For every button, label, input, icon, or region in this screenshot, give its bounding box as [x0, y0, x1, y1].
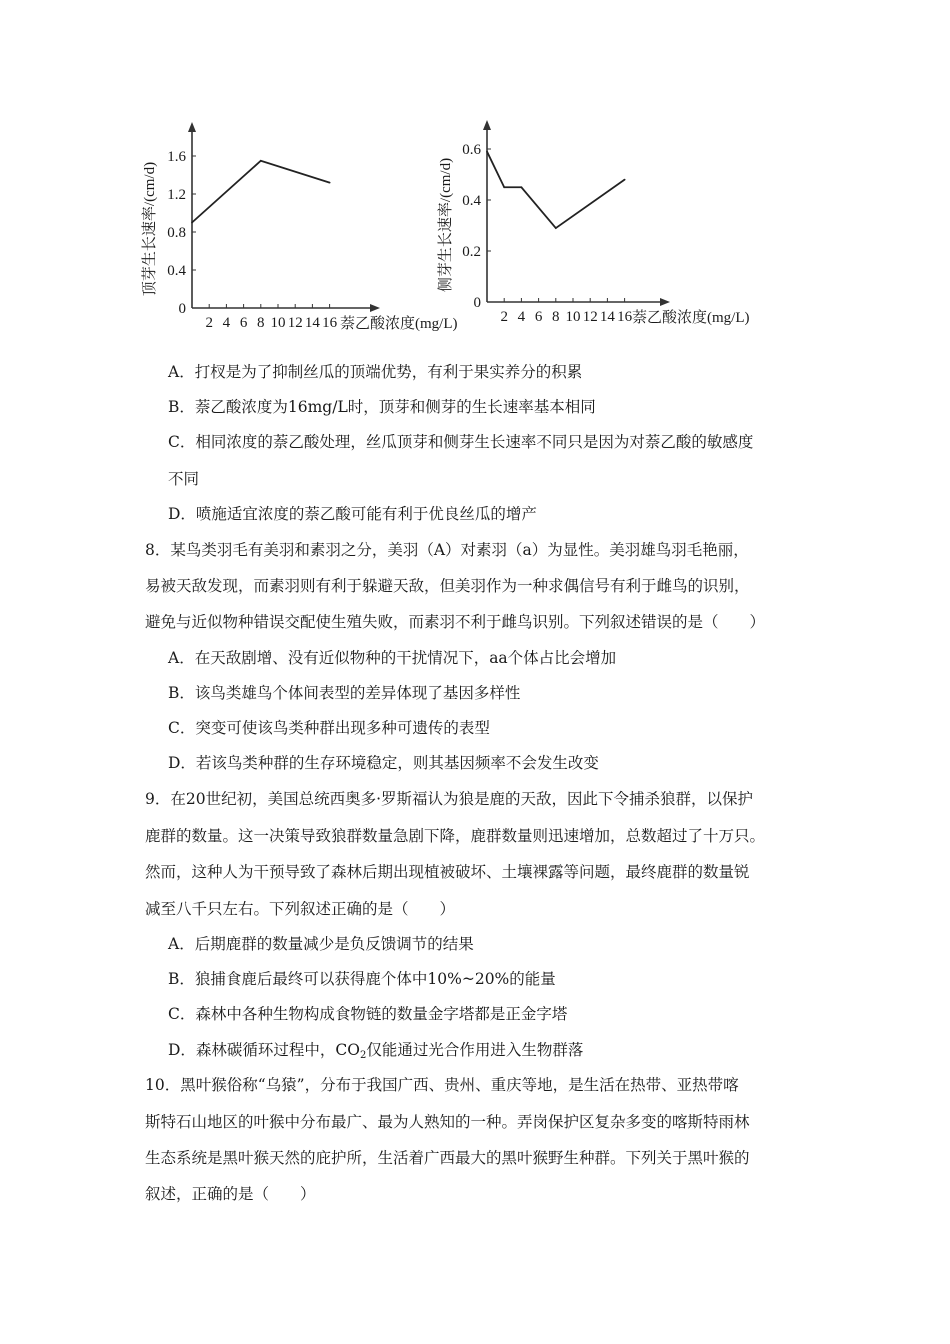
x-tick-label: 14 [304, 315, 320, 331]
x-tick-label: 4 [222, 315, 231, 331]
q9-option-c: C．森林中各种生物构成食物链的数量金字塔都是正金字塔 [168, 1005, 568, 1023]
x-tick-label: 12 [287, 315, 303, 331]
q9-stem-4: 减至八千只左右。下列叙述正确的是（ ） [145, 900, 456, 918]
q10-stem-3: 生态系统是黑叶猴天然的庇护所，生活着广西最大的黑叶猴野生种群。下列关于黑叶猴的 [145, 1149, 750, 1167]
q10-stem-2: 斯特石山地区的叶猴中分布最广、最为人熟知的一种。弄岗保护区复杂多变的喀斯特雨林 [145, 1113, 750, 1131]
q7-option-a: A．打杈是为了抑制丝瓜的顶端优势，有利于果实养分的积累 [168, 363, 583, 381]
chart-lateral-bud [440, 120, 770, 345]
x-tick-label: 8 [552, 309, 560, 325]
data-point [486, 151, 488, 153]
q7-option-c-cont: 不同 [168, 470, 200, 488]
data-point [329, 182, 331, 184]
y-tick-label: 0.2 [462, 244, 481, 260]
x-tick-label: 12 [582, 309, 598, 325]
x-tick-label: 6 [239, 315, 248, 331]
y-tick-label: 0.4 [167, 263, 186, 279]
q9-option-d-pre: D．森林碳循环过程中，CO [168, 1041, 360, 1059]
y-tick-label: 0.6 [462, 142, 481, 158]
x-tick-label: 10 [565, 309, 581, 325]
x-tick-label: 2 [500, 309, 508, 325]
q8-stem-2: 易被天敌发现，而素羽则有利于躲避天敌，但美羽作为一种求偶信号有利于雌鸟的识别， [145, 577, 750, 595]
x-tick-label: 6 [534, 309, 543, 325]
x-axis-label: 萘乙酸浓度(mg/L) [340, 316, 458, 332]
series-line [192, 161, 330, 223]
q9-option-d [168, 1040, 583, 1060]
q8-option-d: D．若该鸟类种群的生存环境稳定，则其基因频率不会发生改变 [168, 754, 599, 772]
data-point [521, 186, 523, 188]
x-axis-label: 萘乙酸浓度(mg/L) [632, 310, 750, 326]
y-axis-arrow [188, 122, 196, 132]
y-tick-label: 1.6 [167, 149, 186, 165]
x-tick-label: 14 [599, 309, 615, 325]
y-tick-label: 0.8 [167, 225, 186, 241]
q7-option-d: D．喷施适宜浓度的萘乙酸可能有利于优良丝瓜的增产 [168, 505, 537, 523]
q10-stem-1: 10．黑叶猴俗称“乌猿”，分布于我国广西、贵州、重庆等地，是生活在热带、亚热带喀 [145, 1076, 739, 1094]
y-tick-label: 0 [178, 301, 186, 317]
data-point [624, 179, 626, 181]
y-axis-arrow [483, 120, 491, 130]
q8-stem-1: 8．某鸟类羽毛有美羽和素羽之分，美羽（A）对素羽（a）为显性。美羽雄鸟羽毛艳丽， [145, 541, 749, 559]
q8-option-b: B．该鸟类雄鸟个体间表型的差异体现了基因多样性 [168, 684, 521, 702]
x-axis-arrow [370, 304, 380, 312]
q8-option-c: C．突变可使该鸟类种群出现多种可遗传的表型 [168, 719, 490, 737]
x-tick-label: 4 [517, 309, 526, 325]
y-tick-label: 0 [473, 295, 481, 311]
co2-subscript: 2 [360, 1050, 367, 1061]
x-tick-label: 16 [322, 315, 338, 331]
q7-option-c: C．相同浓度的萘乙酸处理，丝瓜顶芽和侧芽生长速率不同只是因为对萘乙酸的敏感度 [168, 433, 754, 451]
q10-stem-4: 叙述，正确的是（ ） [145, 1185, 316, 1203]
x-axis-arrow [660, 298, 670, 306]
data-point [555, 227, 557, 229]
x-tick-label: 10 [270, 315, 286, 331]
figure-charts [140, 120, 780, 345]
y-tick-label: 0.4 [462, 193, 481, 209]
y-axis-label: 侧芽生长速率/(cm/d) [438, 157, 454, 293]
data-point [260, 160, 262, 162]
q9-stem-3: 然而，这种人为干预导致了森林后期出现植被破坏、土壤裸露等问题，最终鹿群的数量锐 [145, 863, 750, 881]
q8-option-a: A．在天敌剧增、没有近似物种的干扰情况下，aa个体占比会增加 [168, 649, 617, 667]
q8-stem-3: 避免与近似物种错误交配使生殖失败，而素羽不利于雌鸟识别。下列叙述错误的是（ ） [145, 613, 766, 631]
y-axis-label: 顶芽生长速率/(cm/d) [142, 161, 158, 297]
data-point [191, 222, 193, 224]
x-tick-label: 2 [205, 315, 213, 331]
series-line [487, 152, 625, 229]
y-tick-label: 1.2 [167, 187, 186, 203]
q9-option-a: A．后期鹿群的数量减少是负反馈调节的结果 [168, 935, 474, 953]
q9-stem-1: 9．在20世纪初，美国总统西奥多·罗斯福认为狼是鹿的天敌，因此下令捕杀狼群，以保护 [145, 790, 754, 808]
data-point [503, 186, 505, 188]
q9-option-b: B．狼捕食鹿后最终可以获得鹿个体中10%~20%的能量 [168, 970, 556, 988]
q9-stem-2: 鹿群的数量。这一决策导致狼群数量急剧下降，鹿群数量则迅速增加，总数超过了十万只。 [145, 827, 766, 845]
q9-option-d-post: 仅能通过光合作用进入生物群落 [366, 1041, 584, 1059]
x-tick-label: 8 [257, 315, 265, 331]
q7-option-b: B．萘乙酸浓度为16mg/L时，顶芽和侧芽的生长速率基本相同 [168, 398, 596, 416]
x-tick-label: 16 [617, 309, 633, 325]
